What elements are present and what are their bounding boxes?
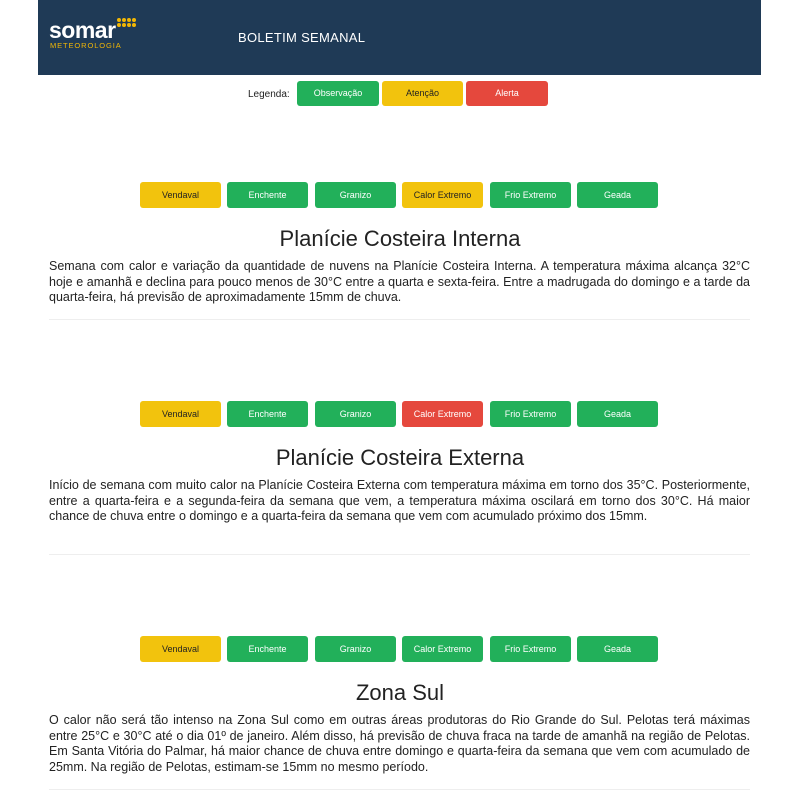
tag-frio-extremo: Frio Extremo (490, 401, 571, 427)
region-title: Planície Costeira Interna (279, 226, 521, 251)
tag-enchente: Enchente (227, 636, 308, 662)
tag-granizo: Granizo (315, 401, 396, 427)
tag-enchente: Enchente (227, 401, 308, 427)
tag-calor-extremo: Calor Extremo (402, 182, 483, 208)
tag-calor-extremo: Calor Extremo (402, 401, 483, 427)
tag-granizo: Granizo (315, 636, 396, 662)
region-description: Semana com calor e variação da quantidade de nuvens na Planície Costeira Interna. A temperatura máxima alcança 32°C hoje e amanhã e declina para pouco menos de 30°C entre a quarta e sexta-feira. Entre a madrugada do domingo e a tarde da quarta-feira, há previsão de aproximadamente 15mm de chuva. (49, 259, 750, 304)
divider (49, 319, 750, 320)
logo-subtitle: METEOROLOGIA (50, 41, 122, 50)
page-title: BOLETIM SEMANAL (238, 30, 366, 45)
tag-enchente: Enchente (227, 182, 308, 208)
legend-alerta: Alerta (466, 81, 548, 106)
region-tags (0, 182, 800, 208)
page-header (38, 0, 761, 75)
region-title: Planície Costeira Externa (275, 445, 525, 470)
tag-granizo: Granizo (315, 182, 396, 208)
legend (0, 81, 800, 107)
tag-geada: Geada (577, 182, 658, 208)
divider (49, 789, 750, 790)
legend-label: Legenda: (248, 89, 290, 100)
region-description: O calor não será tão intenso na Zona Sul como em outras áreas produtoras do Rio Grande do Sul. Pelotas terá máximas entre 25°C e 30°C até o dia 01º de janeiro. Além disso, há previsão de chuva fraca na tarde de amanhã na região de Pelotas. Em Santa Vitória do Palmar, há maior chance de chuva entre domingo e quarta-feira da semana que vem com acumulado de 25mm. Na região de Pelotas, estimam-se 15mm no mesmo período. (49, 713, 750, 774)
tag-calor-extremo: Calor Extremo (402, 636, 483, 662)
tag-frio-extremo: Frio Extremo (490, 182, 571, 208)
region-tags (0, 401, 800, 427)
legend-observacao: Observação (297, 81, 379, 106)
region-description: Início de semana com muito calor na Planície Costeira Externa com temperatura máxima em torno dos 35°C. Posteriormente, entre a quarta-feira e a segunda-feira da semana que vem, a temperatura máxima oscilará em torno dos 30°C. Há maior chance de chuva entre o domingo e a quarta-feira da semana que vem com acumulado próximo dos 15mm. (49, 478, 750, 523)
tag-vendaval: Vendaval (140, 401, 221, 427)
logo-dots-icon (117, 18, 139, 28)
tag-vendaval: Vendaval (140, 182, 221, 208)
tag-vendaval: Vendaval (140, 636, 221, 662)
legend-atencao: Atenção (382, 81, 463, 106)
tag-geada: Geada (577, 636, 658, 662)
region-tags (0, 636, 800, 662)
tag-frio-extremo: Frio Extremo (490, 636, 571, 662)
tag-geada: Geada (577, 401, 658, 427)
logo-wordmark: somar (49, 17, 116, 43)
region-title: Zona Sul (355, 680, 445, 705)
divider (49, 554, 750, 555)
somar-logo[interactable] (49, 17, 159, 57)
